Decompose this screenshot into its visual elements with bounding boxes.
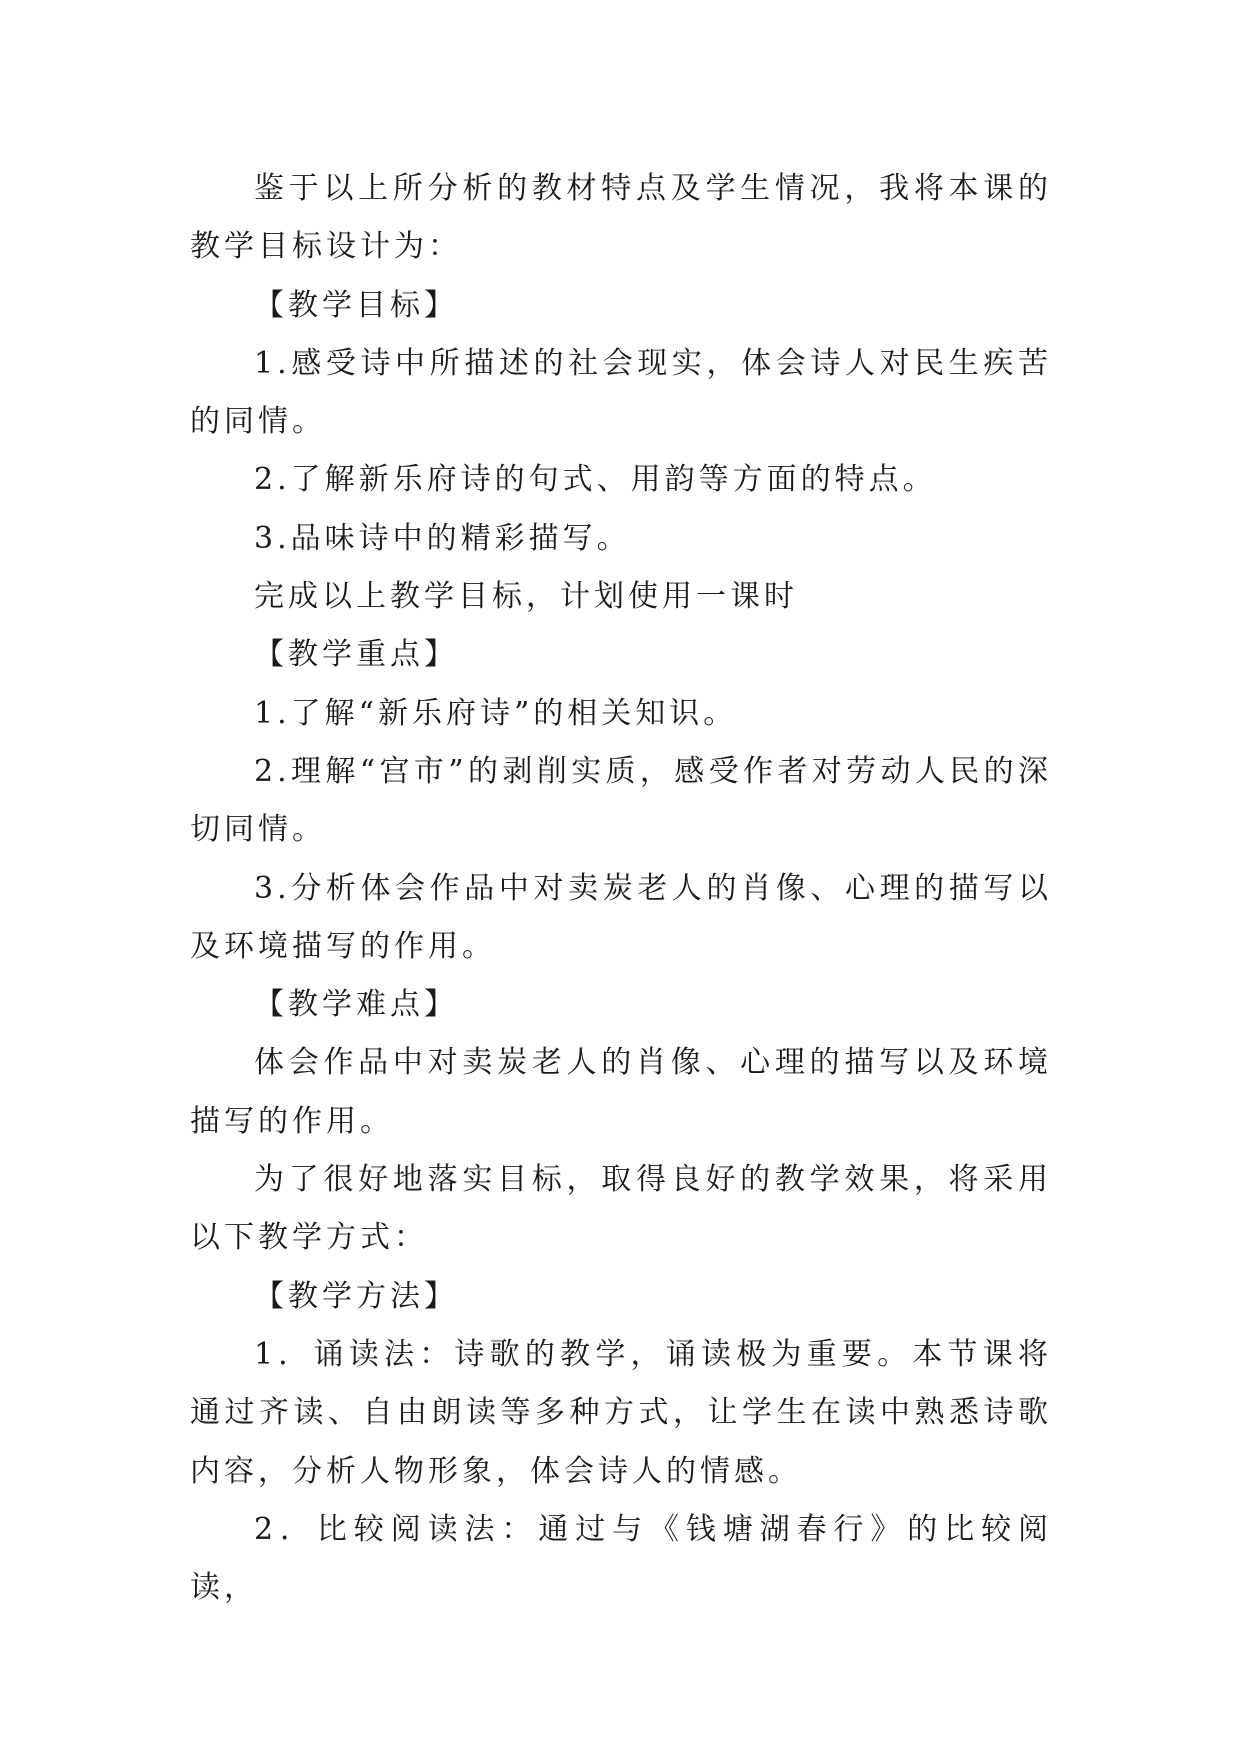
- difficulty-text: 体会作品中对卖炭老人的肖像、心理的描写以及环境描写的作用。: [190, 1045, 1052, 1139]
- focus-item-1: 1.了解“新乐府诗”的相关知识。: [254, 695, 738, 731]
- method-item-1: 1．诵读法：诗歌的教学，诵读极为重要。本节课将通过齐读、自由朗读等多种方式，让学生在读中熟悉诗歌内容，分析人物形象，体会诗人的情感。: [190, 1336, 1052, 1489]
- paragraph-methods-intro: 为了很好地落实目标，取得良好的教学效果，将采用以下教学方式：: [190, 1162, 1052, 1256]
- paragraph-class-hours: 完成以上教学目标，计划使用一课时: [254, 579, 798, 615]
- objective-item-2: 2.了解新乐府诗的句式、用韵等方面的特点。: [254, 462, 937, 498]
- paragraph-intro: 鉴于以上所分析的教材特点及学生情况，我将本课的教学目标设计为：: [190, 171, 1052, 265]
- heading-teaching-objectives: 【教学目标】: [254, 287, 458, 323]
- focus-item-3: 3.分析体会作品中对卖炭老人的肖像、心理的描写以及环境描写的作用。: [190, 870, 1052, 964]
- objective-item-3: 3.品味诗中的精彩描写。: [254, 520, 631, 556]
- heading-teaching-difficulty: 【教学难点】: [254, 987, 458, 1023]
- focus-item-2: 2.理解“宫市”的剥削实质，感受作者对劳动人民的深切同情。: [190, 753, 1052, 848]
- document-body: [190, 160, 1052, 1617]
- heading-teaching-focus: 【教学重点】: [254, 637, 458, 673]
- heading-teaching-methods: 【教学方法】: [254, 1278, 458, 1314]
- objective-item-1: 1.感受诗中所描述的社会现实，体会诗人对民生疾苦的同情。: [190, 345, 1052, 440]
- method-item-2: 2．比较阅读法：通过与《钱塘湖春行》的比较阅读，: [190, 1511, 1052, 1606]
